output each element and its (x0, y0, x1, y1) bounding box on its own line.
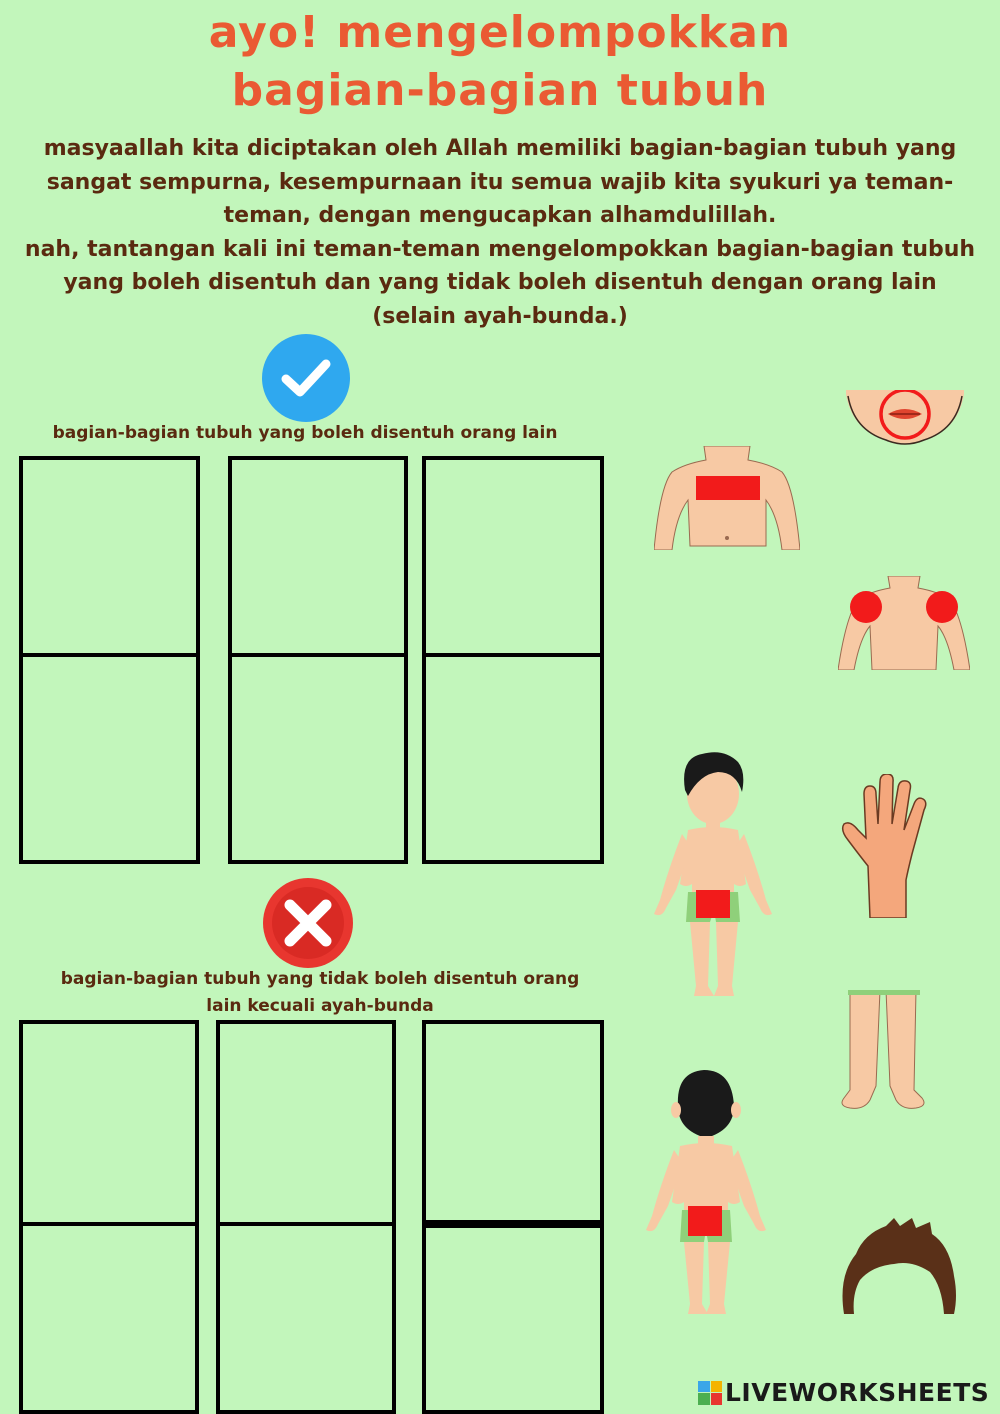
shoulders-icon[interactable] (838, 576, 970, 670)
forbidden-drop-box-3[interactable] (422, 1020, 604, 1224)
page-title (0, 4, 1000, 120)
forbidden-label-line-1: bagian-bagian tubuh yang tidak boleh disentuh orang (60, 969, 580, 989)
allowed-drop-box-1[interactable] (19, 456, 200, 657)
intro-paragraph-2: nah, tantangan kali ini teman-teman mengelompokkan bagian-bagian tubuh yang boleh disentuh dan yang tidak boleh disentuh dengan orang lain (selain ayah-bunda.) (24, 236, 976, 329)
allowed-drop-box-3[interactable] (422, 456, 604, 657)
forbidden-drop-box-1[interactable] (19, 1020, 199, 1226)
hand-icon[interactable] (838, 774, 928, 918)
cross-icon (262, 878, 354, 968)
title-line-2: bagian-bagian tubuh (231, 65, 769, 116)
forbidden-label-line-2: lain kecuali ayah-bunda (206, 996, 434, 1016)
allowed-drop-box-4[interactable] (19, 653, 200, 864)
boy-front-icon[interactable] (652, 750, 776, 1000)
title-line-1: ayo! mengelompokkan (208, 7, 792, 58)
forbidden-drop-box-2[interactable] (216, 1020, 396, 1226)
liveworksheets-logo (698, 1378, 989, 1407)
forbidden-drop-box-6[interactable] (422, 1224, 604, 1414)
mouth-icon[interactable] (846, 390, 964, 448)
checkmark-icon (262, 334, 350, 422)
chest-icon[interactable] (654, 446, 800, 550)
intro-paragraph-1: masyaallah kita diciptakan oleh Allah memiliki bagian-bagian tubuh yang sangat sempurna, kesempurnaan itu semua wajib kita syukuri ya teman-teman, dengan mengucapkan alhamdulillah. (43, 136, 957, 228)
forbidden-drop-box-5[interactable] (216, 1222, 396, 1414)
intro-text (20, 132, 980, 333)
forbidden-drop-box-4[interactable] (19, 1222, 199, 1414)
boy-back-icon[interactable] (642, 1066, 770, 1316)
allowed-drop-box-2[interactable] (228, 456, 408, 657)
hair-icon[interactable] (838, 1216, 958, 1314)
legs-icon[interactable] (832, 990, 934, 1114)
allowed-section-label: bagian-bagian tubuh yang boleh disentuh orang lain (52, 423, 558, 443)
liveworksheets-logo-icon (698, 1381, 722, 1405)
forbidden-section-label (20, 966, 620, 1020)
allowed-drop-box-6[interactable] (422, 653, 604, 864)
allowed-drop-box-5[interactable] (228, 653, 408, 864)
brand-text: LIVEWORKSHEETS (725, 1378, 990, 1407)
